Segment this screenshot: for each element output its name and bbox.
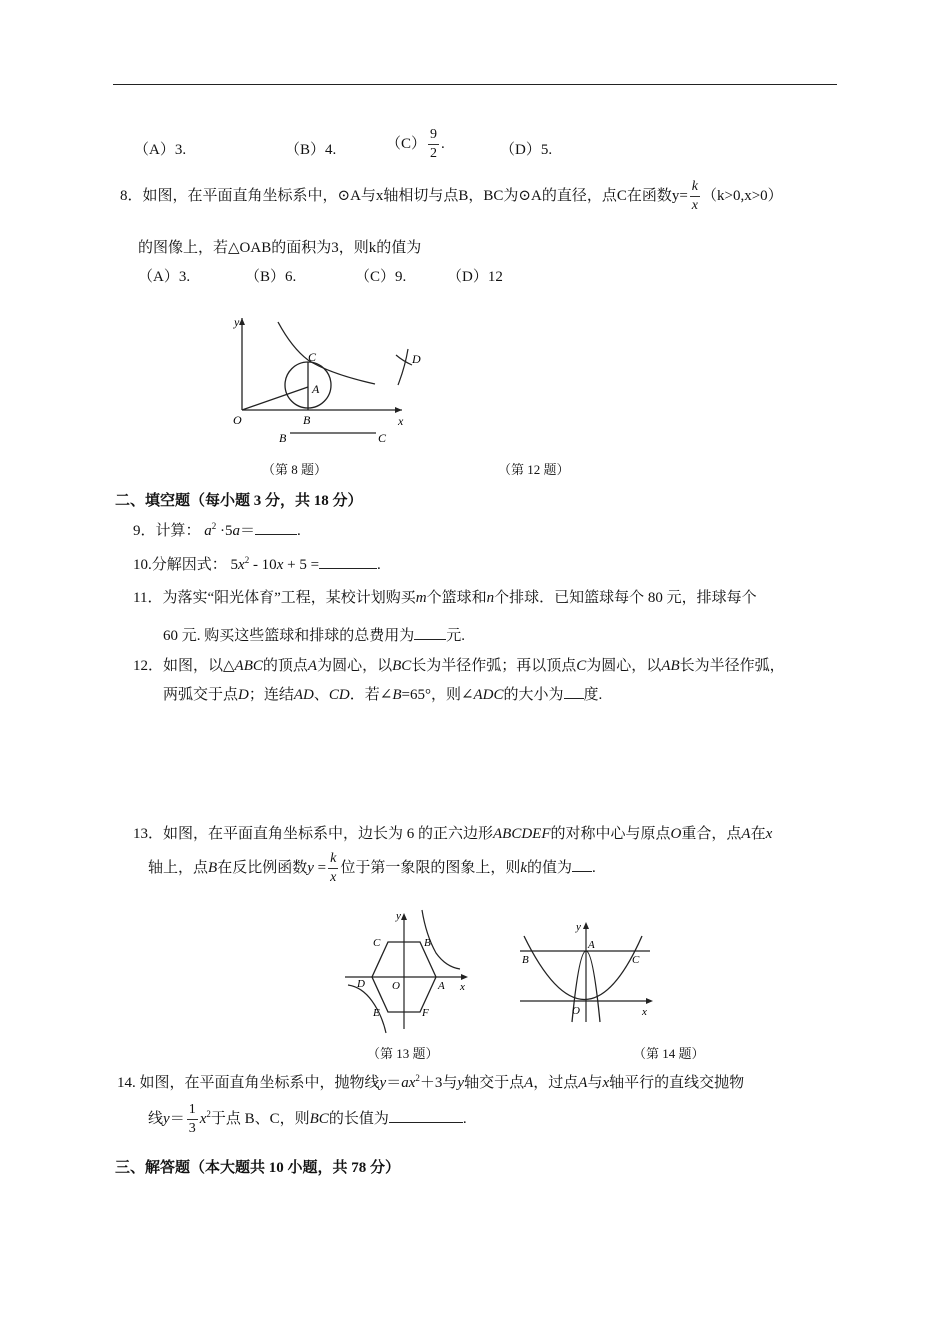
fig13-label-d: D [357,978,365,990]
q12-line1 [133,654,785,675]
fig12-caption: （第 12 题） [498,462,570,477]
q14-eq2: ＝ [169,1110,185,1127]
q11-text-b: 个篮球和 [426,590,487,606]
q14-fraction-num: 1 [187,1103,198,1120]
figure-13 [340,905,475,1035]
q12-text-g: 两弧交于点 [163,687,239,703]
q13-var-a: A [741,826,751,842]
q11-text-e: 元. [446,628,466,644]
q7-option-b: （B）4. [285,142,337,158]
q12-text-e: 为圆心，以 [586,658,662,674]
q9-answer-blank[interactable] [255,520,297,535]
q9-end: . [297,523,301,539]
fig13-x-arrow [461,974,468,980]
q13-line1 [133,822,772,843]
q9 [133,519,301,540]
q14-bc: BC [309,1110,329,1127]
fig8-y-arrow [239,318,245,325]
q12-text-c: 为圆心，以 [317,658,393,674]
q13-end: . [592,859,596,876]
q7-option-c [386,128,445,161]
fig8-hyperbola [278,322,375,384]
q12-abc: ABC [234,658,263,674]
q10-term-c: + 5 = [283,557,320,573]
q13-text-b: 的对称中心与原点 [550,826,671,842]
fig13-label-f: F [422,1007,429,1019]
q12-text-a: 12．如图，以△ [133,658,235,674]
fig8-seg-label-b: B [279,431,287,445]
q8-fraction [690,180,700,213]
q11-var-n: n [486,590,495,606]
fig14-y-arrow [583,922,589,929]
q13-var-k: k [520,859,527,876]
q9-exponent: 2 [211,521,217,531]
fig13-label-e: E [373,1007,380,1019]
fig13-label-a: A [438,980,445,992]
q11-var-m: m [415,590,427,606]
q11-text-a: 11．为落实“阳光体育”工程，某校计划购买 [133,590,416,606]
q9-var-a2: a [232,523,241,539]
q7-fraction [428,128,439,161]
q14-text-g: 线 [148,1110,164,1127]
q12-text-j: ．若∠ [349,687,393,703]
fig8-label-x: x [398,414,404,428]
q11-text-d: 60 元. 购买这些篮球和排球的总费用为 [163,628,415,644]
q12-text-i: 、 [313,687,329,703]
fig8-x-arrow [395,407,402,413]
section-2-title: 二、填空题（每小题 3 分，共 18 分） [115,493,363,509]
q10-coef: 5 [230,557,239,573]
q14-var-y: y [379,1075,387,1091]
q14-exponent2: 2 [206,1108,211,1119]
fig13-hyperbola-q3 [348,985,386,1033]
q9-eq: ＝ [240,523,256,539]
q14-fraction [187,1103,198,1136]
q8-fraction-den: x [691,198,699,213]
q8-fraction-num: k [690,180,700,197]
q14-text-f: 轴平行的直线交抛物 [609,1075,745,1091]
q8-option-c: （C）9. [355,269,407,285]
fig13-label-o: O [392,980,400,992]
fig12-arc-1 [396,355,412,365]
fig14-label-a: A [588,939,595,951]
q12-text-d: 长为半径作弧；再以顶点 [411,658,577,674]
q14-text-a: 14. 如图，在平面直角坐标系中，抛物线 [117,1075,380,1091]
q14-var-x: x [602,1075,610,1091]
q14-var-y2: y [457,1075,465,1091]
fig14-label-x: x [642,1006,647,1018]
q10-term-b: - 10 [249,557,277,573]
q13-text-g: 位于第一象限的图象上，则 [340,859,521,876]
q7-fraction-den: 2 [430,146,438,161]
q10-end: . [377,557,381,573]
q13-text-h: 的值为 [527,859,573,876]
q7-option-c-prefix: （C） [386,135,427,152]
q14-var-a2: A [578,1075,588,1091]
fig8-seg-label-c: C [378,431,387,445]
fig14-x-arrow [646,998,653,1004]
q8-line2: 的图像上，若△OAB的面积为3，则k的值为 [138,240,422,256]
q9-prefix: 9．计算： [133,523,201,539]
fig13-label-y: y [396,910,401,922]
q13-var-o: O [670,826,682,842]
q14-var-a: A [524,1075,534,1091]
q8-option-a: （A）3. [138,269,191,285]
q11-text-c: 个排球．已知篮球每个 80 元，排球每个 [494,590,757,606]
q12-text-h: ；连结 [248,687,294,703]
fig13-caption: （第 13 题） [367,1046,439,1061]
q12-answer-blank[interactable] [564,684,584,699]
q14-answer-blank[interactable] [389,1108,463,1123]
q13-text-f: 在反比例函数 [217,859,308,876]
fig8-segment-oa [242,387,308,410]
q12-text-k: =65°，则∠ [401,687,474,703]
q12-cd: CD [328,687,350,703]
q14-line1 [117,1071,744,1092]
q13-text-c: 重合，点 [681,826,742,842]
figure-14 [514,918,659,1028]
q14-line2 [148,1103,467,1136]
q7-fraction-num: 9 [428,128,439,145]
q7-option-c-suffix: . [441,135,445,152]
q10 [133,553,381,574]
fig12-label-d: D [412,352,421,366]
q8-option-d: （D）12 [447,269,503,285]
q10-var-x: x [238,557,245,573]
q8-text-b: （k>0,x>0） [702,187,783,204]
q12-var-d: D [238,687,249,703]
fig12-arc-2 [398,349,408,385]
fig14-wide-parabola [524,936,642,1000]
q12-text-l: 的大小为 [503,687,564,703]
q13-eq: = [313,859,327,876]
q14-var-y3: y [163,1110,170,1127]
q13-text-d: 在 [750,826,766,842]
fig14-label-c: C [632,954,640,966]
q13-hex: ABCDEF [493,826,551,842]
q12-ad: AD [293,687,314,703]
fig8-label-b: B [303,413,311,427]
q11-line2 [163,624,465,645]
fig8-label-c: C [308,350,317,364]
fig14-caption: （第 14 题） [633,1046,705,1061]
q14-fraction-den: 3 [188,1121,196,1136]
q12-var-a: A [307,658,318,674]
q7-option-a: （A）3. [134,142,187,158]
fig13-y-arrow [401,913,407,920]
q14-text-i: 的长值为 [328,1110,389,1127]
q14-end: . [462,1110,467,1127]
q14-text-b: 与 [442,1075,458,1091]
fig8-label-a: A [312,382,320,396]
header-rule [113,84,837,85]
q14-text-c: 轴交于点 [464,1075,525,1091]
q13-fraction [328,852,338,885]
q12-text-b: 的顶点 [262,658,308,674]
q8-line1 [120,180,783,213]
q13-var-x: x [765,826,773,842]
q11-line1 [133,586,757,607]
q13-fraction-num: k [328,852,338,869]
q14-plus3: ＋3 [419,1075,443,1091]
q14-text-e: 与 [587,1075,603,1091]
q13-line2 [148,852,596,885]
q10-prefix: 10.分解因式： [133,557,227,573]
figure-12 [390,345,430,395]
q9-var-a: a [204,523,212,539]
q10-exponent: 2 [244,555,250,565]
q12-adc: ADC [473,687,504,703]
q14-text-d: ，过点 [533,1075,579,1091]
fig13-label-c: C [373,937,381,949]
q12-text-f: 长为半径作弧， [679,658,785,674]
fig8-caption: （第 8 题） [262,462,328,477]
q14-text-h: 于点 B、C，则 [210,1110,310,1127]
q13-var-y: y [307,859,314,876]
q13-text-a: 13．如图，在平面直角坐标系中，边长为 6 的正六边形 [133,826,494,842]
q12-ab: AB [661,658,680,674]
fig13-label-b: B [424,937,431,949]
q11-answer-blank[interactable] [414,625,446,640]
q8-option-b: （B）6. [245,269,297,285]
fig14-label-b: B [522,954,529,966]
fig13-label-x: x [460,981,465,993]
q7-option-d: （D）5. [500,142,553,158]
q8-text-a: 8．如图，在平面直角坐标系中，⊙A与x轴相切与点B，BC为⊙A的直径，点C在函数y= [120,187,688,204]
q10-answer-blank[interactable] [319,554,377,569]
q14-var-x2: x [199,1110,207,1127]
q12-var-c: C [576,658,587,674]
fig14-label-o: O [572,1005,580,1017]
q10-var-x2: x [276,557,284,573]
fig8-label-o: O [233,413,242,427]
q12-bc: BC [392,658,412,674]
section-3-title: 三、解答题（本大题共 10 小题，共 78 分） [115,1160,401,1176]
q12-text-m: 度. [583,687,603,703]
fig14-label-y: y [576,921,581,933]
q14-eq: ＝ [386,1075,402,1091]
q14-ax: ax [401,1075,416,1091]
q13-fraction-den: x [330,870,337,885]
q9-mid: ·5 [220,523,233,539]
q13-text-e: 轴上，点 [148,859,209,876]
q12-line2 [163,683,602,704]
q13-answer-blank[interactable] [572,857,592,872]
q14-exponent: 2 [415,1073,420,1083]
q12-var-b: B [392,687,402,703]
q13-var-b: B [208,859,218,876]
fig8-label-y: y [234,315,240,329]
